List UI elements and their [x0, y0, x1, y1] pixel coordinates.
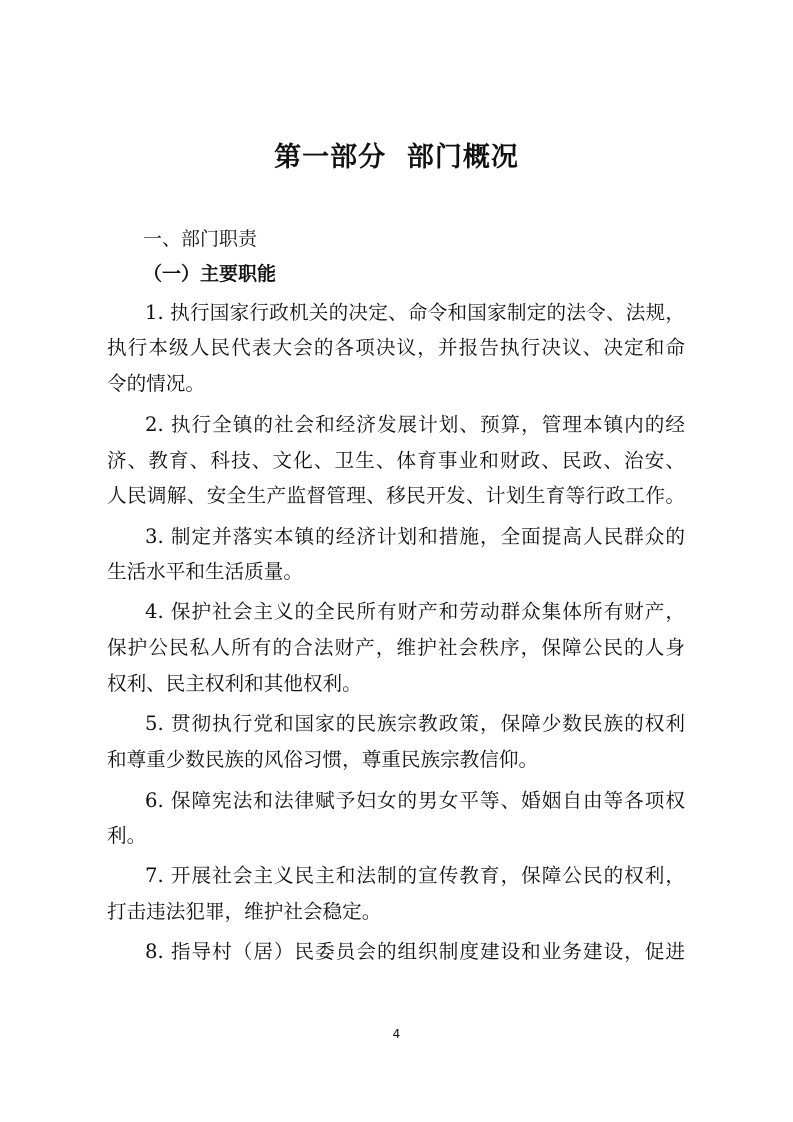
- paragraph-line: 利。: [107, 824, 147, 847]
- paragraph-line: 执行本级人民代表大会的各项决议，并报告执行决议、决定和命: [107, 336, 685, 359]
- paragraph-line: 8. 指导村（居）民委员会的组织制度建设和业务建设，促进: [145, 940, 685, 963]
- paragraph-line: 3. 制定并落实本镇的经济计划和措施，全面提高人民群众的: [145, 525, 685, 548]
- paragraph-line: 5. 贯彻执行党和国家的民族宗教政策，保障少数民族的权利: [145, 712, 685, 735]
- paragraph-line: 生活水平和生活质量。: [107, 560, 303, 583]
- paragraph-line: 7. 开展社会主义民主和法制的宣传教育，保障公民的权利，: [145, 864, 685, 887]
- paragraph-line: 1. 执行国家行政机关的决定、命令和国家制定的法令、法规，: [145, 301, 685, 324]
- paragraph-line: 6. 保障宪法和法律赋予妇女的男女平等、婚姻自由等各项权: [145, 789, 685, 812]
- section-heading: 一、部门职责: [143, 228, 258, 250]
- page-number: 4: [392, 1027, 401, 1041]
- paragraph-line: 和尊重少数民族的风俗习惯，尊重民族宗教信仰。: [107, 748, 539, 771]
- paragraph-line: 4. 保护社会主义的全民所有财产和劳动群众集体所有财产，: [145, 600, 685, 623]
- paragraph-line: 打击违法犯罪，维护社会稳定。: [107, 900, 382, 923]
- paragraph-line: 人民调解、安全生产监督管理、移民开发、计划生育等行政工作。: [107, 484, 685, 507]
- paragraph-line: 济、教育、科技、文化、卫生、体育事业和财政、民政、治安、: [107, 449, 685, 472]
- subsection-heading: （一）主要职能: [143, 263, 277, 285]
- paragraph-line: 权利、民主权利和其他权利。: [107, 672, 362, 695]
- paragraph-line: 2. 执行全镇的社会和经济发展计划、预算，管理本镇内的经: [145, 413, 685, 436]
- page-title: 第一部分 部门概况: [274, 142, 519, 173]
- paragraph-line: 令的情况。: [107, 372, 205, 395]
- paragraph-line: 保护公民私人所有的合法财产，维护社会秩序，保障公民的人身: [107, 636, 685, 659]
